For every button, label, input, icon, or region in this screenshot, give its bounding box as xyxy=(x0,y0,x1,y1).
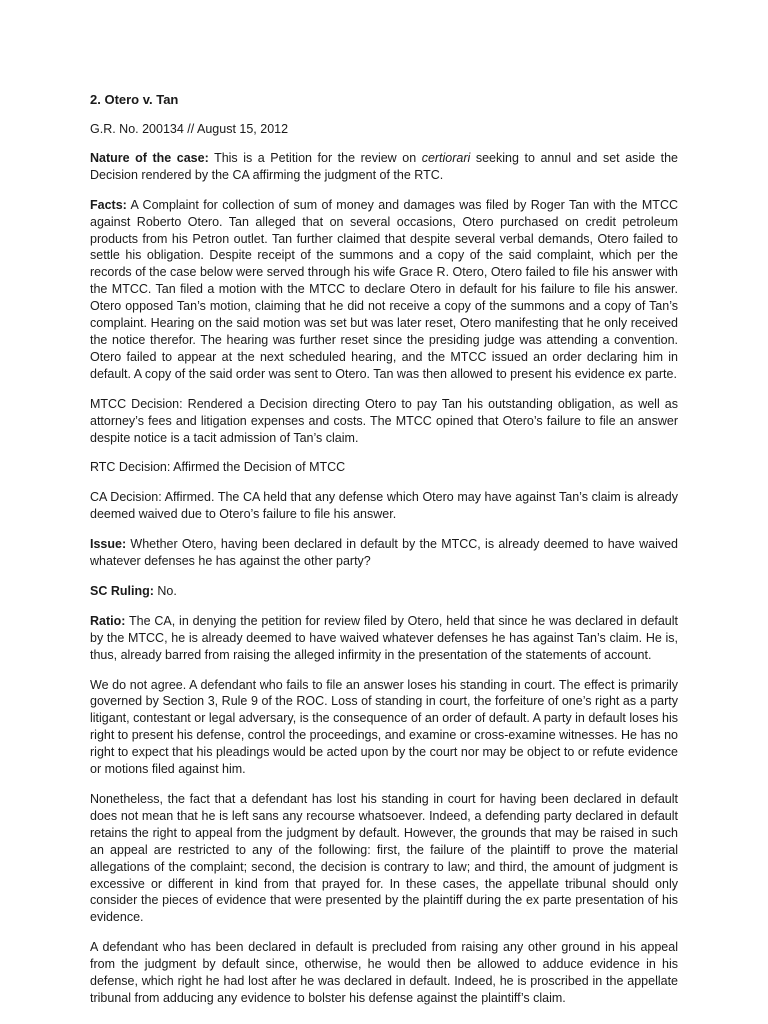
issue-paragraph xyxy=(90,536,678,570)
facts-label: Facts: xyxy=(90,197,127,212)
nature-text-after: seeking to annul and set aside the Decision rendered by the CA affirming the judgment of the RTC. xyxy=(90,150,678,182)
nature-label: Nature of the case: xyxy=(90,150,209,165)
ca-decision-paragraph: CA Decision: Affirmed. The CA held that any defense which Otero may have against Tan’s claim is already deemed waived due to Otero’s failure to file his answer. xyxy=(90,490,678,522)
body-paragraph: We do not agree. A defendant who fails to file an answer loses his standing in court. The effect is primarily governed by Section 3, Rule 9 of the ROC. Loss of standing in court, the forfeiture of one’s right as a party litigant, contestant or legal adversary, is the consequence of an order of default. A party in default loses his right to present his defense, control the proceedings, and examine or cross-examine witnesses. He has no right to expect that his pleadings would be acted upon by the court nor may be object to or refute evidence or motions filed against him. xyxy=(90,677,678,777)
gr-number-date: G.R. No. 200134 // August 15, 2012 xyxy=(90,122,289,136)
issue-text: Whether Otero, having been declared in default by the MTCC, is already deemed to have waived whatever defenses he has against the other party? xyxy=(90,537,678,569)
body-paragraph: Nonetheless, the fact that a defendant has lost his standing in court for having been declared in default does not mean that he is left sans any recourse whatsoever. Indeed, a defending party declared in default retains the right to appeal from the judgment by default. However, the grounds that may be raised in such an appeal are restricted to any of the following: first, the failure of the plaintiff to prove the material allegations of the complaint; second, the decision is contrary to law; and third, the amount of judgment is excessive or different in kind from that prayed for. In these cases, the appellate tribunal should only consider the pieces of evidence that were presented by the plaintiff during the ex parte presentation of his evidence. xyxy=(90,792,678,925)
nature-of-case-paragraph xyxy=(90,150,678,184)
issue-label: Issue: xyxy=(90,537,127,552)
ratio-label: Ratio: xyxy=(90,613,126,628)
facts-text: A Complaint for collection of sum of money and damages was filed by Roger Tan with the MTCC against Roberto Otero. Tan alleged that on several occasions, Otero purchased on credit petroleum products from his Petron outlet. Tan further claimed that despite several verbal demands, Otero failed to settle his obligation. Despite receipt of the summons and a copy of the said complaint, which per the records of the case below were served through his wife Grace R. Otero, Otero failed to file his answer with the MTCC. Tan filed a motion with the MTCC to declare Otero in default for his failure to file his answer. Otero opposed Tan’s motion, claiming that he did not receive a copy of the summons and a copy of Tan’s complaint. Hearing on the said motion was set but was later reset, Otero manifesting that he only received the notice therefor. The hearing was further reset since the presiding judge was attending a convention. Otero failed to appear at the next scheduled hearing, and the MTCC issued an order declaring him in default. A copy of the said order was sent to Otero. Tan was then allowed to present his evidence ex parte. xyxy=(90,197,678,381)
nature-text-before: This is a Petition for the review on xyxy=(208,150,422,165)
rtc-decision-paragraph: RTC Decision: Affirmed the Decision of MTCC xyxy=(90,460,346,475)
ratio-paragraph xyxy=(90,613,678,664)
mtcc-decision-paragraph: MTCC Decision: Rendered a Decision directing Otero to pay Tan his outstanding obligation, as well as attorney’s fees and litigation expenses and costs. The MTCC opined that Otero’s failure to file an answer despite notice is a tacit admission of Tan’s claim. xyxy=(90,396,678,445)
sc-ruling-paragraph xyxy=(90,583,678,600)
sc-ruling-label: SC Ruling: xyxy=(90,583,154,598)
facts-paragraph xyxy=(90,197,678,383)
sc-ruling-text: No. xyxy=(153,583,177,598)
case-title: 2. Otero v. Tan xyxy=(90,92,179,107)
nature-italic-term: certiorari xyxy=(421,150,471,165)
body-paragraph: A defendant who has been declared in default is precluded from raising any other ground in his appeal from the judgment by default since, otherwise, he would then be allowed to adduce evidence in his defense, which right he had lost after he was declared in default. Indeed, he is proscribed in the appellate tribunal from adducing any evidence to bolster his defense against the plaintiff’s claim. xyxy=(90,940,678,1005)
ratio-text: The CA, in denying the petition for review filed by Otero, held that since he was declared in default by the MTCC, he is already deemed to have waived whatever defenses he has against Tan’s claim. He is, thus, already barred from raising the alleged infirmity in the presentation of the statements of account. xyxy=(90,613,678,662)
